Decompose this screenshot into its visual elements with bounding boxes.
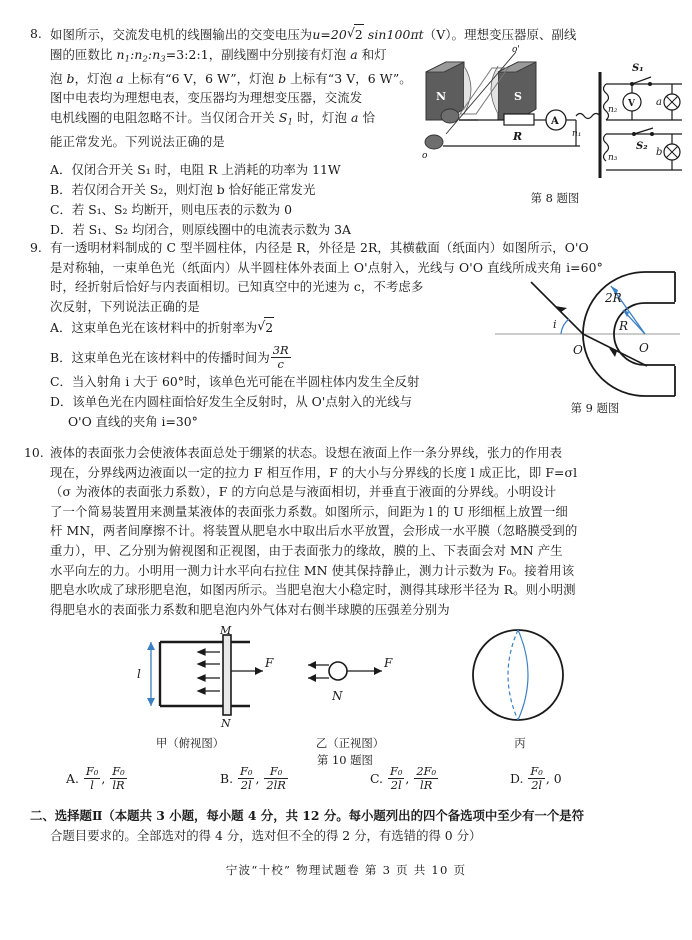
q10-opt-c-label: C. bbox=[370, 770, 383, 786]
q10-line-8: 肥皂水吹成了球形肥皂泡，如图丙所示。当肥皂泡大小稳定时，测得其球形半径为 R。则小明测 bbox=[50, 582, 576, 598]
fig10-rod-cross-section bbox=[329, 662, 347, 680]
figure-8-caption: 第 8 题图 bbox=[530, 191, 580, 205]
q8-l1-pit: πt bbox=[410, 27, 424, 42]
q10-opt-a-f1d: l bbox=[84, 778, 100, 792]
fig10-label-l: l bbox=[137, 667, 141, 681]
fig8-n3-label: n₃ bbox=[608, 153, 618, 163]
q8-l3-lbl1: 上标有“6 V，6 W”，灯泡 bbox=[127, 70, 275, 86]
q8-s1-letter: S bbox=[278, 109, 288, 125]
q9-opt-a-sqrt: 2 bbox=[264, 317, 274, 338]
q10-opt-a-frac2 bbox=[110, 765, 126, 792]
question-10-number: 10. bbox=[24, 445, 44, 460]
q9-opt-a-text: A．这束单色光在该材料中的折射率为 bbox=[50, 320, 258, 335]
svg-text:A: A bbox=[551, 116, 559, 127]
q8-l5-mid: 时，灯泡 bbox=[297, 109, 347, 125]
fig10-label-n: N bbox=[221, 717, 231, 730]
q8-option-a: A．仅闭合开关 S₁ 时，电阻 R 上消耗的功率为 11W bbox=[50, 162, 341, 177]
q9-option-a bbox=[50, 317, 274, 338]
q8-l1-sqrt: 2 bbox=[354, 24, 364, 45]
fig9-angle-label: i bbox=[553, 318, 557, 331]
fig10-label-f2: F bbox=[384, 656, 393, 670]
slip-ring-upper bbox=[441, 109, 459, 123]
figure-10-label-jia: 甲（俯视图） bbox=[155, 736, 225, 750]
question-8-stem bbox=[50, 24, 577, 151]
resistor-r bbox=[504, 114, 534, 125]
q10-opt-a-label: A. bbox=[66, 770, 79, 786]
fig10-rod-mn bbox=[223, 635, 231, 715]
q8-l1-unit: （V）。理想变压器原、副线 bbox=[423, 27, 577, 42]
q8-l5-tail: 恰 bbox=[362, 109, 376, 125]
q10-option-d: D. $\frac{\text{F₀}}{2l}$ , 0 bbox=[510, 764, 562, 793]
q10-opt-a-frac1 bbox=[84, 765, 100, 792]
magnet-s-pole bbox=[498, 62, 536, 120]
q10-opt-b-f2n: F₀ bbox=[269, 764, 283, 778]
q8-l5-a: a bbox=[351, 109, 359, 125]
figure-9 bbox=[495, 262, 685, 404]
q10-line-3: （σ 为液体的表面张力系数），F 的方向总是与液面相切，并垂直于液面的分界线。小明设计 bbox=[50, 484, 557, 500]
q8-n: n bbox=[116, 46, 125, 62]
q10-opt-a-f1n: F₀ bbox=[85, 764, 99, 778]
q9-opt-b-num: 3R bbox=[272, 343, 289, 357]
figure-10-label-yi: 乙（正视图） bbox=[315, 736, 385, 750]
fig10-dashed-meridian bbox=[508, 630, 518, 720]
q10-opt-c-frac2 bbox=[414, 765, 438, 792]
q10-line-7: 水平向左的力。小明用一测力计水平向右拉住 MN 使其保持静止，测力计示数为 F₀。接着用该 bbox=[50, 562, 575, 578]
q10-opt-b-f1n: F₀ bbox=[240, 764, 253, 778]
q8-l3-pao: 泡 bbox=[50, 70, 63, 86]
fig9-angle-arc bbox=[561, 319, 569, 334]
section-2-heading bbox=[30, 806, 584, 826]
q10-opt-d-label: D. bbox=[510, 770, 524, 786]
question-8-number: 8. bbox=[30, 26, 42, 41]
q8-l1-sin: sin100 bbox=[367, 27, 411, 42]
q10-line-2: 现在，分界线两边液面以一定的拉力 F 相互作用，F 的大小与分界线的长度 l 成正比，即 F=σl bbox=[50, 464, 578, 480]
q10-opt-d-f1n: F₀ bbox=[530, 764, 543, 778]
q8-l2-tail: =3:2:1，副线圈中分别接有灯泡 bbox=[165, 46, 347, 62]
fig10-front-view bbox=[308, 656, 393, 703]
svg-text:S: S bbox=[514, 90, 522, 103]
q10-line-1: 液体的表面张力会使液体表面总处于绷紧的状态。设想在液面上作一条分界线，张力的作用表 bbox=[50, 445, 563, 460]
q10-line-4: 了一个简易装置用来测量某液体的表面张力系数。如图所示，间距为 l 的 U 形细框上放置一细 bbox=[50, 503, 568, 519]
sqrt-2-icon bbox=[347, 24, 364, 45]
q10-opt-b-f1d: 2l bbox=[238, 778, 254, 792]
q8-l5-text: 电机线圈的电阻忽略不计。当仅闭合开关 bbox=[50, 109, 275, 125]
svg-text:N: N bbox=[436, 90, 447, 103]
q8-l3-b: b bbox=[66, 70, 75, 86]
q10-opt-c-f2d: lR bbox=[414, 778, 438, 792]
q8-l3-mid: ，灯泡 bbox=[74, 70, 113, 86]
q8-option-d: D．若 S₁、S₂ 均闭合，则原线圈中的电流表示数为 3A bbox=[50, 222, 351, 237]
fig10-bubble bbox=[473, 630, 563, 720]
fig10-label-f1: F bbox=[265, 656, 274, 670]
figure-8 bbox=[420, 45, 688, 186]
q10-opt-d-f1d: 2l bbox=[528, 778, 544, 792]
sqrt-2-icon-b bbox=[257, 317, 274, 338]
fig10-label-m: M bbox=[220, 624, 232, 637]
q10-opt-b-f2d: 2lR bbox=[266, 778, 286, 793]
q10-opt-b-label: B. bbox=[220, 770, 234, 786]
q8-line-6: 能正常发光。下列说法正确的是 bbox=[50, 133, 225, 149]
figure-10-label-bing: 丙 bbox=[514, 736, 526, 750]
fig10-label-n2: N bbox=[332, 689, 343, 703]
q10-opt-a-f2n: F₀ bbox=[112, 764, 125, 778]
q8-n-b: n bbox=[134, 46, 143, 62]
q9-option-b bbox=[50, 344, 292, 371]
q10-opt-c-f1d: 2l bbox=[388, 778, 404, 792]
q9-line-3: 时，经折射后恰好与内表面相切。已知真空中的光速为 c，不考虑多 bbox=[50, 279, 424, 295]
q9-option-c: C．当入射角 i 大于 60°时，该单色光可能在半圆柱体内发生全反射 bbox=[50, 374, 420, 389]
q10-opt-d-frac1 bbox=[528, 765, 544, 792]
q8-line-4: 图中电表均为理想电表，变压器均为理想变压器，交流发 bbox=[50, 90, 363, 106]
question-10-stem bbox=[50, 443, 577, 619]
q10-opt-d-zero: 0 bbox=[553, 770, 562, 786]
q10-opt-b-frac2 bbox=[264, 765, 287, 792]
fig8-axis-bottom-label: o bbox=[422, 151, 428, 161]
q8-l3-a: a bbox=[116, 70, 124, 86]
figure-10-caption: 第 10 题图 bbox=[317, 753, 373, 767]
q8-l1-u: u=20 bbox=[312, 27, 347, 42]
fig8-switch-s1-label: S₁ bbox=[632, 63, 644, 74]
q8-option-b: B．若仅闭合开关 S₂，则灯泡 b 恰好能正常发光 bbox=[50, 182, 316, 197]
q9-line-2: 是对称轴，一束单色光（纸面内）从半圆柱体外表面上 O'点射入，光线与 O'O 直线所成夹角 i=60° bbox=[50, 259, 603, 275]
q10-option-c: C. $\frac{\text{F₀}}{2l}$ , $\frac{\text{2F₀}}{lR}$ bbox=[370, 764, 437, 793]
q10-line-6: 重力），甲、乙分别为俯视图和正视图，由于表面张力的缘故，膜的上、下表面会对 MN 产生 bbox=[50, 542, 563, 558]
q10-opt-c-f1n: F₀ bbox=[389, 764, 403, 778]
q10-line-5: 杆 MN，两者间摩擦不计。将装置从肥皂水中取出后水平放置，会形成一水平膜（忽略膜受到的 bbox=[50, 523, 578, 539]
fig8-resistor-label: R bbox=[513, 130, 523, 143]
fig9-o-prime-label: O' bbox=[573, 343, 587, 357]
page-footer: 宁波“十校” 物理试题卷 第 3 页 共 10 页 bbox=[225, 863, 467, 877]
q9-line-4: 次反射，下列说法正确的是 bbox=[50, 298, 200, 314]
q9-option-d-cont: O'O 直线的夹角 i=30° bbox=[68, 414, 198, 429]
question-9-number: 9. bbox=[30, 240, 42, 255]
fig8-lamp-a-label: a bbox=[656, 97, 662, 108]
fig9-o-label: O bbox=[639, 341, 649, 355]
fig8-switch-s2-label: S₂ bbox=[636, 141, 648, 152]
q8-l3-b2: b bbox=[278, 70, 287, 86]
q10-opt-a-f2d: lR bbox=[110, 778, 126, 792]
fig8-n2-label: n₂ bbox=[608, 105, 618, 115]
q10-option-b: B. $\frac{\text{F₀}}{2l}$ , $\frac{\text{F₀}}{2lR}$ bbox=[220, 764, 286, 793]
q10-opt-c-frac1 bbox=[388, 765, 404, 792]
q8-l2-end: 和灯 bbox=[361, 46, 387, 62]
q9-opt-b-text: B．这束单色光在该材料中的传播时间为 bbox=[50, 349, 270, 365]
q8-line-5 bbox=[50, 108, 450, 132]
fig10-solid-meridian bbox=[518, 630, 528, 720]
q10-opt-c-f2n: 2F₀ bbox=[416, 764, 437, 778]
q9-line-1: 有一透明材料制成的 C 型半圆柱体，内径是 R，外径是 2R，其横截面（纸面内）如图所示，O'O bbox=[50, 240, 589, 255]
q8-l2-text: 圈的匝数比 bbox=[50, 46, 113, 62]
section-2-line-1: 二、选择题Ⅱ（本题共 3 小题，每小题 4 分，共 12 分。每小题列出的四个备选项中至少有一个是符 bbox=[30, 808, 585, 823]
q8-ratio: $n_1:n_2:n_3$ bbox=[116, 46, 166, 63]
q8-line-2 bbox=[50, 45, 450, 69]
q8-line-1 bbox=[50, 24, 577, 45]
q10-option-a: A. $\frac{\text{F₀}}{l}$ , $\frac{\text{F₀}}{lR}$ bbox=[66, 764, 125, 793]
fig10-tension-arrows bbox=[198, 649, 220, 694]
q9-opt-b-den: c bbox=[271, 357, 291, 371]
q8-l1-text: 如图所示，交流发电机的线圈输出的交变电压为 bbox=[50, 27, 313, 42]
fig8-lamp-b-label: b bbox=[656, 147, 663, 158]
q10-line-9: 得肥皂水的表面张力系数和肥皂泡内外气体对右侧半球膜的压强差分别为 bbox=[50, 601, 450, 617]
figure-10 bbox=[60, 624, 640, 733]
q8-option-c: C．若 S₁、S₂ 均断开，则电压表的示数为 0 bbox=[50, 202, 292, 217]
figure-9-caption: 第 9 题图 bbox=[570, 401, 620, 415]
q10-opt-b-frac1 bbox=[238, 765, 254, 792]
section-2-subline bbox=[50, 826, 481, 846]
q8-n-c: n bbox=[152, 46, 161, 62]
fig9-radius-2r-label: 2R bbox=[605, 291, 622, 305]
fig8-n1-label: n₁ bbox=[572, 129, 582, 139]
q8-s1 bbox=[279, 110, 293, 125]
fig10-sphere bbox=[473, 630, 563, 720]
q8-l3-lbl2: 上标有“3 V，6 W”。 bbox=[290, 70, 412, 86]
svg-text:V: V bbox=[628, 99, 635, 109]
q9-option-d: D．该单色光在内圆柱面恰好发生全反射时，从 O'点射入的光线与 bbox=[50, 394, 412, 409]
section-2-line-2: 合题目要求的。全部选对的得 4 分，选对但不全的得 2 分，有选错的得 0 分） bbox=[50, 828, 482, 843]
q8-l2-a: a bbox=[350, 46, 358, 62]
q8-line-3 bbox=[50, 69, 450, 89]
slip-ring-lower bbox=[425, 135, 443, 149]
fig9-radius-r-label: R bbox=[619, 319, 629, 333]
fig8-axis-top-label: o' bbox=[512, 45, 520, 55]
q9-opt-b-fraction bbox=[271, 344, 291, 371]
q8-s1-sub: 1 bbox=[287, 116, 293, 127]
fig10-top-view bbox=[137, 624, 274, 730]
